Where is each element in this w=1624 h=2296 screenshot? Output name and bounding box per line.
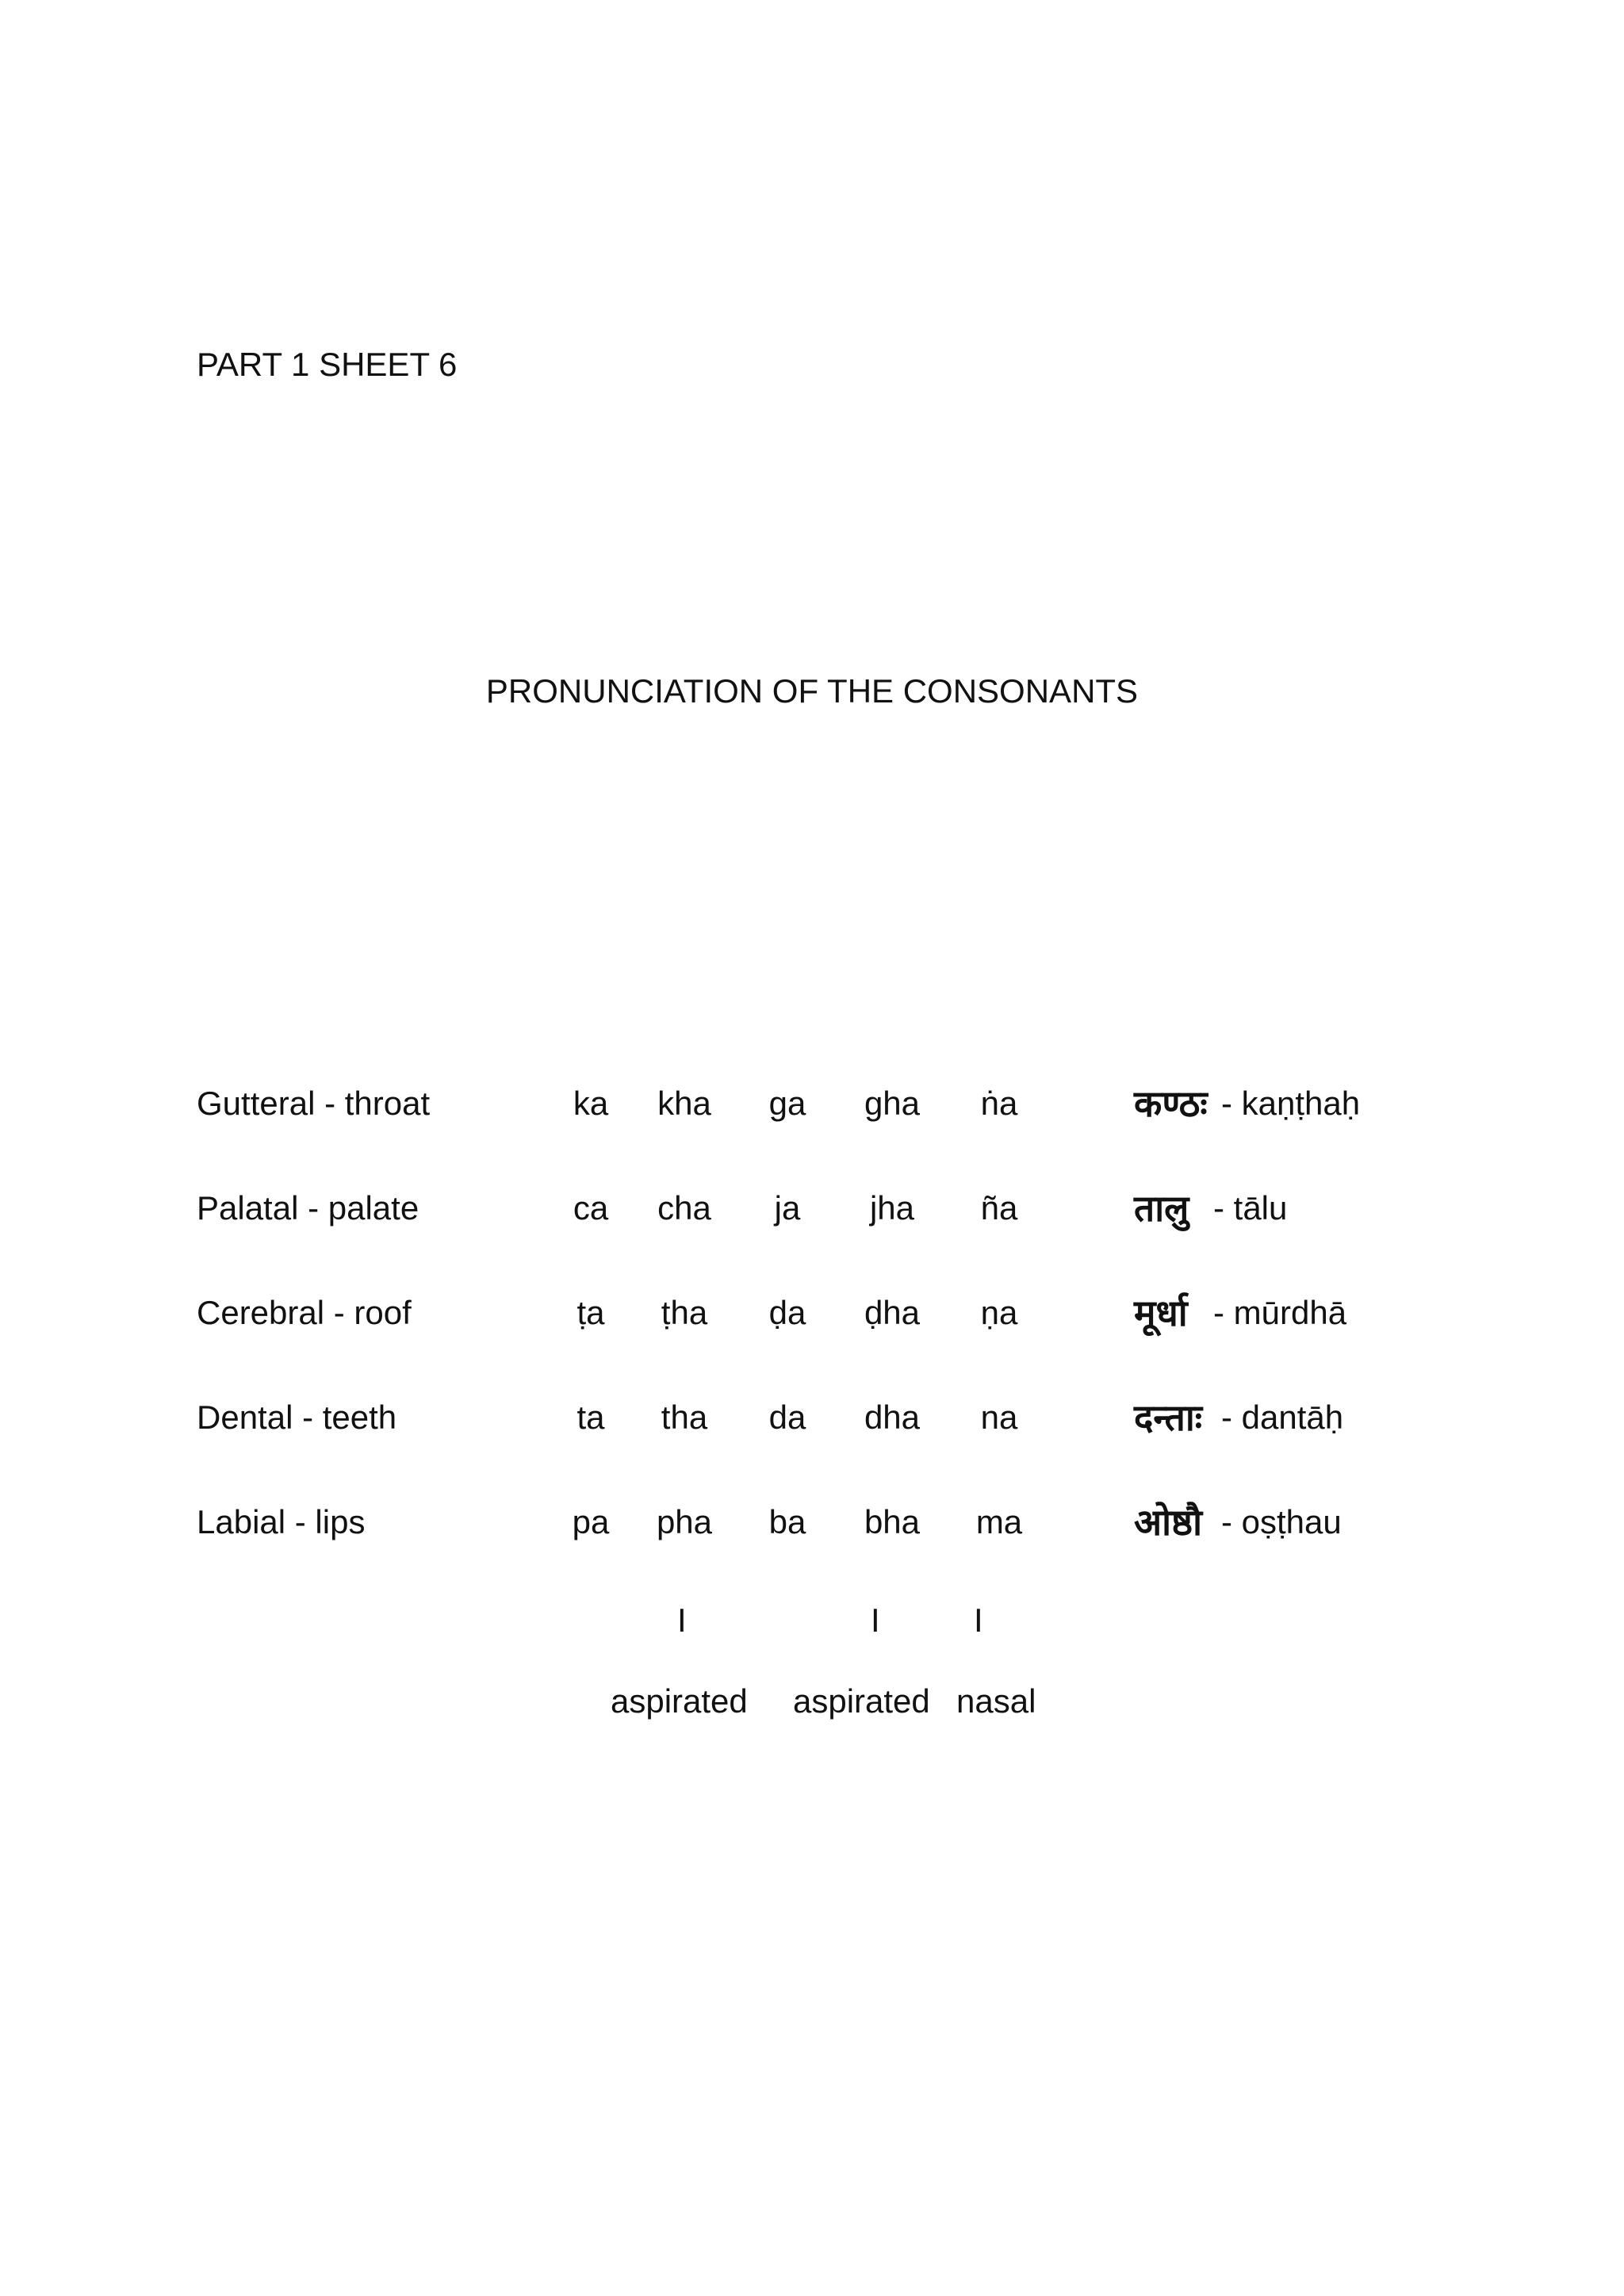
sound-cell: ba <box>768 1503 806 1540</box>
row-label: Dental - teeth <box>197 1399 397 1436</box>
sound-cell: ja <box>774 1189 801 1226</box>
sound-cell: pa <box>572 1503 610 1540</box>
sound-cell: ḍa <box>768 1294 806 1331</box>
note-aspirated-2: aspirated <box>793 1682 930 1720</box>
sound-cell: jha <box>869 1189 915 1226</box>
sound-cell: na <box>980 1399 1018 1436</box>
row-label: Gutteral - throat <box>197 1085 431 1122</box>
consonant-row-palatal <box>0 1184 1624 1232</box>
consonant-row-cerebral <box>0 1289 1624 1337</box>
sanskrit-word: दन्ताः <box>1134 1396 1203 1439</box>
sound-cell: ṭha <box>661 1294 708 1331</box>
sound-cell: ka <box>573 1085 609 1122</box>
column-markers <box>0 1597 1624 1644</box>
sound-cell: ca <box>573 1189 609 1226</box>
sound-cell: ḍha <box>864 1294 921 1331</box>
sound-cell: bha <box>864 1503 921 1540</box>
sound-cell: ṭa <box>576 1294 605 1331</box>
consonant-row-labial <box>0 1498 1624 1546</box>
sound-cell: da <box>768 1399 806 1436</box>
sanskrit-word: कण्ठः <box>1134 1082 1208 1125</box>
sanskrit-word: मूर्धा <box>1134 1292 1188 1334</box>
row-label: Cerebral - roof <box>197 1294 412 1331</box>
sound-cell: ma <box>975 1503 1023 1540</box>
transliteration: - kaṇṭhaḥ <box>1221 1085 1361 1122</box>
sound-cell: kha <box>657 1085 711 1122</box>
sound-cell: tha <box>661 1399 708 1436</box>
transliteration: - oṣṭhau <box>1221 1503 1342 1540</box>
marker-aspirated-2: I <box>871 1601 880 1639</box>
column-notes <box>0 1678 1624 1725</box>
note-nasal: nasal <box>956 1682 1036 1720</box>
sound-cell: ta <box>576 1399 605 1436</box>
sheet-label: PART 1 SHEET 6 <box>197 346 458 383</box>
row-label: Labial - lips <box>197 1503 366 1540</box>
sound-cell: pha <box>656 1503 713 1540</box>
sanskrit-word: ओष्ठौ <box>1134 1501 1203 1544</box>
note-aspirated-1: aspirated <box>611 1682 748 1720</box>
sound-cell: ga <box>768 1085 806 1122</box>
sound-cell: ṇa <box>980 1294 1018 1331</box>
sound-cell: dha <box>864 1399 921 1436</box>
transliteration: - mūrdhā <box>1213 1294 1347 1331</box>
row-label: Palatal - palate <box>197 1189 419 1226</box>
sound-cell: ṅa <box>980 1085 1018 1122</box>
transliteration: - tālu <box>1213 1189 1288 1226</box>
page-title: PRONUNCIATION OF THE CONSONANTS <box>485 672 1139 710</box>
sanskrit-word: तालु <box>1134 1187 1189 1230</box>
consonant-row-dental <box>0 1394 1624 1441</box>
consonant-row-gutteral <box>0 1080 1624 1127</box>
transliteration: - dantāḥ <box>1221 1399 1344 1436</box>
sound-cell: ña <box>980 1189 1018 1226</box>
sound-cell: cha <box>657 1189 711 1226</box>
marker-nasal: I <box>974 1601 983 1639</box>
sound-cell: gha <box>864 1085 921 1122</box>
marker-aspirated-1: I <box>677 1601 687 1639</box>
